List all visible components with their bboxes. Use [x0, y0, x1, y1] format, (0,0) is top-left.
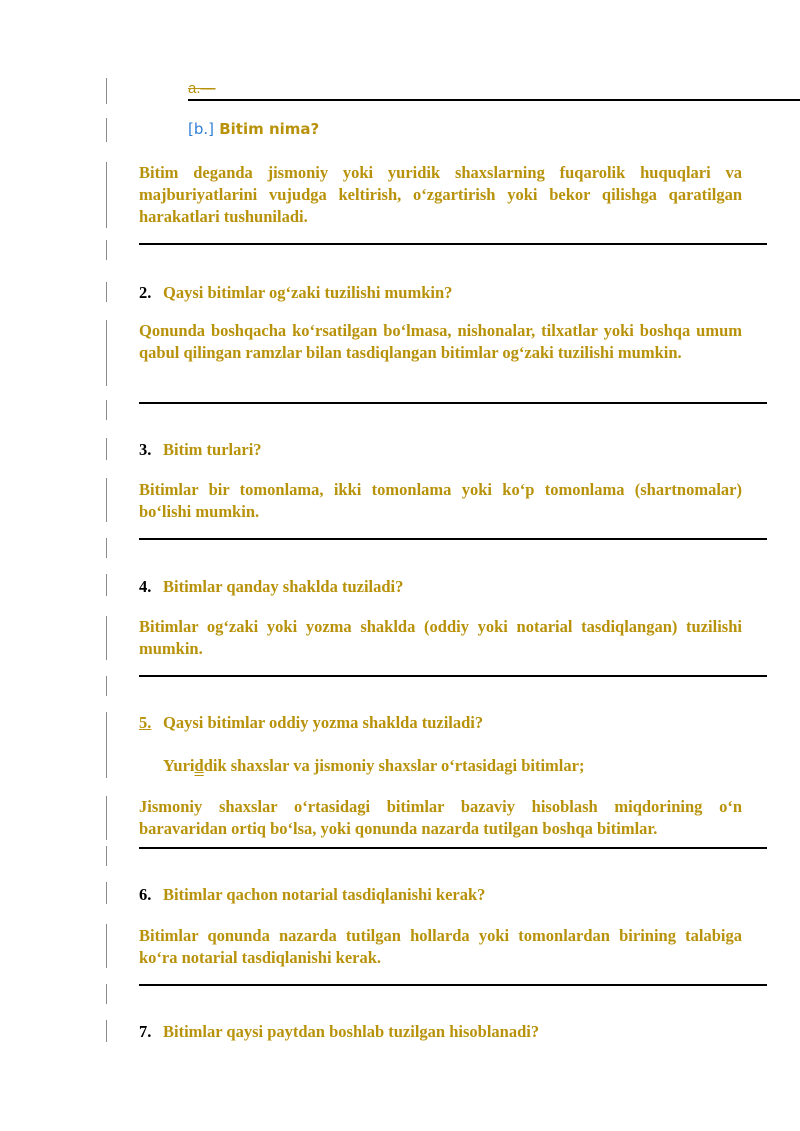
question-number: 3. [139, 440, 152, 459]
separator-rule [139, 847, 767, 849]
answer-paragraph: Jismoniy shaxslar oʻrtasidagi bitimlar bazaviy hisoblash miqdorining oʻn baravaridan ortiq boʻlsa, yoki qonunda nazarda tutilgan boshqa bitimlar. [139, 797, 742, 838]
question-heading [139, 576, 403, 598]
question-text: Bitimlar qaysi paytdan boshlab tuzilgan hisoblanadi? [163, 1022, 540, 1041]
change-bar [106, 796, 107, 840]
question-number: 6. [139, 885, 152, 904]
answer-paragraph: Bitimlar qonunda nazarda tutilgan hollarda yoki tomonlardan birining talabiga koʻra notarial tasdiqlanishi kerak. [139, 926, 742, 967]
separator-rule [139, 984, 767, 986]
question-heading [139, 439, 262, 461]
question-text: Qaysi bitimlar oddiy yozma shaklda tuziladi? [163, 713, 484, 732]
section-heading [188, 120, 319, 138]
question-text: Bitim turlari? [163, 440, 262, 459]
tracked-insertion: d [194, 756, 204, 775]
change-bar [106, 1020, 107, 1042]
change-bar [106, 846, 107, 866]
change-bar [106, 574, 107, 596]
separator-rule [139, 243, 767, 245]
separator-rule [188, 99, 800, 101]
separator-rule [139, 538, 767, 540]
change-bar [106, 78, 107, 104]
change-bar [106, 162, 107, 228]
change-bar [106, 438, 107, 460]
change-bar [106, 282, 107, 302]
change-bar [106, 118, 107, 142]
subline-text-start: Yuri [163, 756, 195, 775]
answer-paragraph: Bitimlar bir tomonlama, ikki tomonlama yoki koʻp tomonlama (shartnomalar) boʻlishi mumkin. [139, 480, 742, 521]
change-bar [106, 400, 107, 420]
answer-paragraph: Qonunda boshqacha koʻrsatilgan boʻlmasa, nishonalar, tilxatlar yoki boshqa umum qabul qilingan ramzlar bilan tasdiqlangan bitimlar ogʻzaki tuzilishi mumkin. [139, 321, 742, 362]
deleted-list-marker: a.— [188, 80, 216, 97]
question-number: 4. [139, 577, 152, 596]
change-bar [106, 984, 107, 1004]
question-number: 5. [139, 713, 152, 732]
change-bar [106, 240, 107, 260]
change-bar [106, 616, 107, 660]
change-bar [106, 924, 107, 968]
subline-text-end: dik shaxslar va jismoniy shaxslar oʻrtasidagi bitimlar; [203, 756, 585, 775]
question-text: Bitimlar qanday shaklda tuziladi? [163, 577, 404, 596]
answer-paragraph: Bitimlar ogʻzaki yoki yozma shaklda (oddiy yoki notarial tasdiqlangan) tuzilishi mumkin. [139, 617, 742, 658]
heading-text: Bitim nima? [219, 120, 320, 138]
change-bar [106, 538, 107, 558]
question-heading [139, 1021, 539, 1043]
change-bar [106, 320, 107, 386]
separator-rule [139, 402, 767, 404]
answer-subline [163, 756, 584, 776]
question-heading [139, 712, 483, 734]
answer-paragraph: Bitim deganda jismoniy yoki yuridik shaxslarning fuqarolik huquqlari va majburiyatlarini vujudga keltirish, oʻzgartirish yoki bekor qilishga qaratilgan harakatlari tushuniladi. [139, 163, 742, 226]
question-number: 2. [139, 283, 152, 302]
question-text: Qaysi bitimlar ogʻzaki tuzilishi mumkin? [163, 283, 453, 302]
question-text: Bitimlar qachon notarial tasdiqlanishi kerak? [163, 885, 486, 904]
change-bar [106, 478, 107, 522]
question-heading [139, 884, 485, 906]
change-bar [106, 882, 107, 904]
question-number: 7. [139, 1022, 152, 1041]
change-bar [106, 712, 107, 778]
change-bar [106, 676, 107, 696]
separator-rule [139, 675, 767, 677]
question-heading [139, 282, 452, 304]
tracked-list-marker: [b.] [188, 120, 214, 138]
